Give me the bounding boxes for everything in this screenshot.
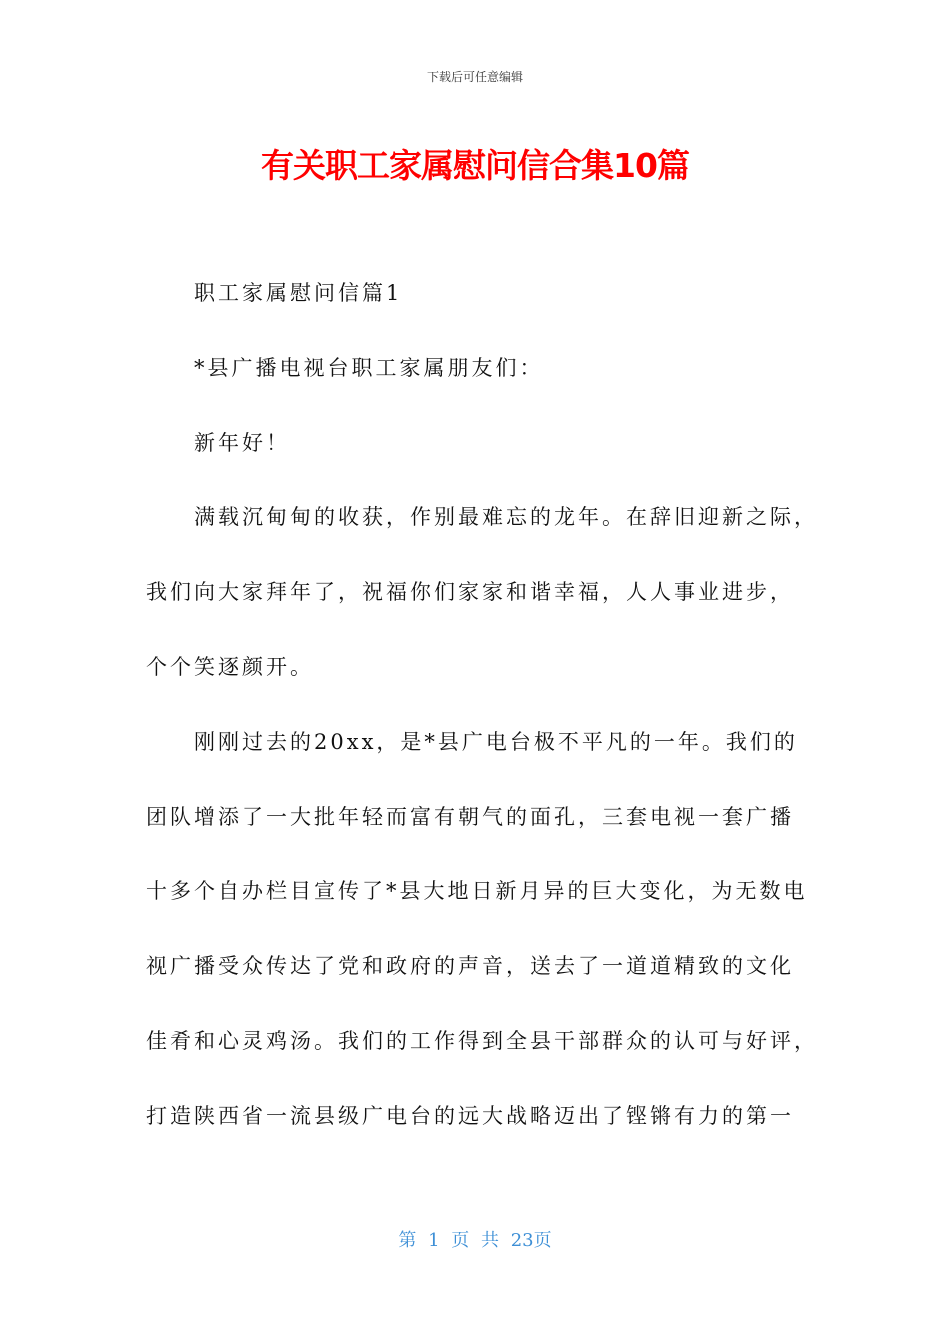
footer-middle: 页 共	[451, 1230, 499, 1251]
document-title: 有关职工家属慰问信合集10篇	[261, 146, 689, 185]
header-note: 下载后可任意编辑	[426, 70, 523, 84]
text-line: 满载沉甸甸的收获，作别最难忘的龙年。在辞旧迎新之际，	[194, 505, 818, 530]
text-line: 刚刚过去的20xx，是*县广电台极不平凡的一年。我们的	[194, 729, 798, 754]
page-footer	[0, 1226, 950, 1252]
text-line: 视广播受众传达了党和政府的声音，送去了一道道精致的文化	[146, 954, 794, 979]
text-line: 十多个自办栏目宣传了*县大地日新月异的巨大变化，为无数电	[146, 879, 808, 904]
total-pages: 23	[510, 1230, 534, 1251]
text-line: 团队增添了一大批年轻而富有朝气的面孔，三套电视一套广播	[146, 804, 794, 829]
text-line: 佳肴和心灵鸡汤。我们的工作得到全县干部群众的认可与好评，	[146, 1029, 818, 1053]
footer-prefix: 第	[398, 1230, 417, 1251]
text-line: 新年好！	[194, 430, 290, 455]
text-line: 我们向大家拜年了，祝福你们家家和谐幸福，人人事业进步，	[146, 580, 794, 605]
current-page: 1	[428, 1230, 440, 1251]
text-line: 职工家属慰问信篇1	[194, 281, 403, 305]
text-line: *县广播电视台职工家属朋友们：	[194, 355, 544, 380]
footer-suffix: 页	[533, 1230, 552, 1251]
text-line: 个个笑逐颜开。	[146, 655, 314, 679]
text-line: 打造陕西省一流县级广电台的远大战略迈出了铿锵有力的第一	[146, 1103, 794, 1128]
